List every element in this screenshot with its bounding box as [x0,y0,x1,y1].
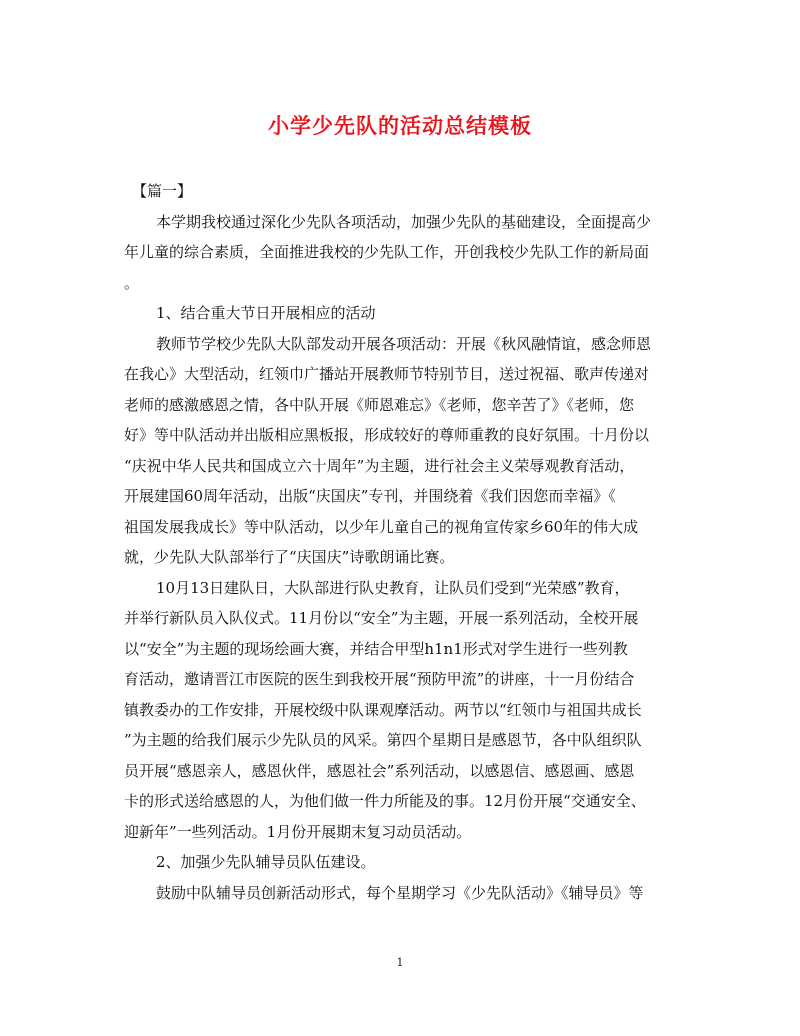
paragraph-line: 员开展“感恩亲人，感恩伙伴，感恩社会”系列活动，以感恩信、感恩画、感恩 [124,761,635,780]
paragraph-line: 年儿童的综合素质，全面推进我校的少先队工作，开创我校少先队工作的新局面 [124,243,650,261]
page-number: 1 [396,956,404,969]
paragraph-line: 教师节学校少先队大队部发动开展各项活动：开展《秋风融情谊，感念师恩 [156,334,652,353]
paragraph-line: 好》等中队活动并出版相应黑板报，形成较好的尊师重教的良好氛围。十月份以 [124,426,650,444]
paragraph-line: 在我心》大型活动，红领巾广播站开展教师节特别节目，送过祝福、歌声传递对 [124,365,650,383]
paragraph-line: 以“安全”为主题的现场绘画大赛，并结合甲型h1n1形式对学生进行一些列教 [124,639,628,658]
paragraph-line: 10月13日建队日，大队部进行队史教育，让队员们受到“光荣感”教育， [156,578,630,597]
paragraph-line: 并举行新队员入队仪式。11月份以“安全”为主题，开展一系列活动，全校开展 [124,609,639,627]
document-title: 小学少先队的活动总结模板 [268,113,532,138]
paragraph-line: 老师的感激感恩之情，各中队开展《师恩难忘》《老师，您辛苦了》《老师，您 [124,395,635,414]
paragraph-line: ”为主题的给我们展示少先队员的风采。第四个星期日是感恩节，各中队组织队 [124,731,642,749]
paragraph-line: 卡的形式送给感恩的人，为他们做一件力所能及的事。12月份开展“交通安全、 [124,792,646,810]
section-heading: 【篇一】 [132,182,193,200]
paragraph-line: 。 [124,273,140,292]
paragraph-line: 祖国发展我成长》等中队活动，以少年儿童自己的视角宣传家乡60年的伟大成 [124,517,639,536]
paragraph-line: 迎新年”一些列活动。1月份开展期末复习动员活动。 [124,822,472,841]
paragraph-line: 就，少先队大队部举行了“庆国庆”诗歌朗诵比赛。 [124,548,455,566]
document-body [124,176,676,908]
paragraph-line: 开展建国60周年活动，出版“庆国庆”专刊，并围绕着《我们因您而幸福》《 [124,487,616,505]
paragraph-line: “庆祝中华人民共和国成立六十周年”为主题，进行社会主义荣辱观教育活动， [124,456,635,475]
paragraph-line: 本学期我校通过深化少先队各项活动，加强少先队的基础建设，全面提高少 [156,212,652,231]
subheading-line: 2、加强少先队辅导员队伍建设。 [156,853,376,871]
paragraph-line: 镇教委办的工作安排，开展校级中队课观摩活动。两节以“红领巾与祖国共成长 [124,700,642,719]
subheading-line: 1、结合重大节日开展相应的活动 [156,304,376,322]
paragraph-line: 鼓励中队辅导员创新活动形式，每个星期学习《少先队活动》《辅导员》等 [156,883,644,902]
paragraph-line: 育活动，邀请晋江市医院的医生到我校开展“预防甲流”的讲座，十一月份结合 [124,670,635,688]
